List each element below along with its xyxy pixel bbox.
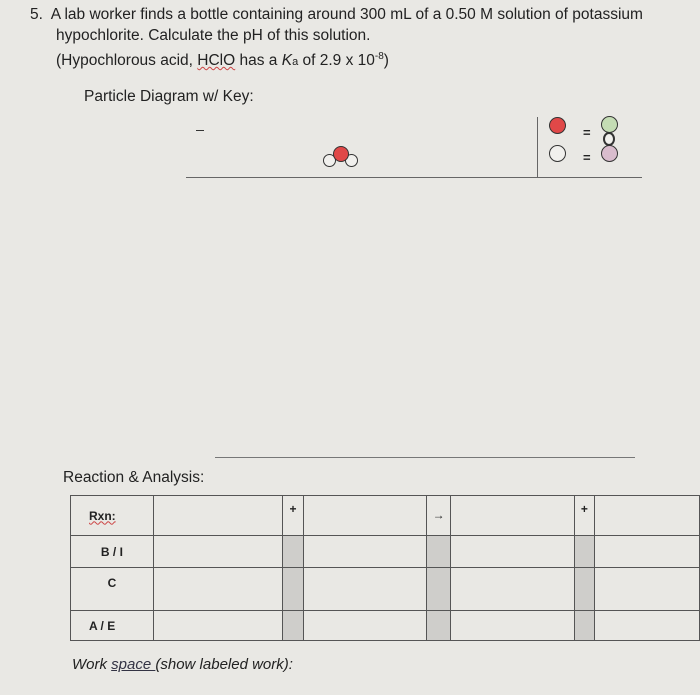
- shaded-cell: [574, 611, 594, 641]
- reaction-heading: Reaction & Analysis:: [63, 469, 205, 486]
- plus-sign: +: [574, 496, 594, 536]
- key-pink-atom-icon: [601, 145, 618, 162]
- shaded-cell: [427, 611, 450, 641]
- table-cell[interactable]: [303, 611, 427, 641]
- shaded-cell: [283, 536, 303, 568]
- text: has a: [235, 52, 282, 70]
- table-cell[interactable]: [153, 568, 283, 611]
- diagram-baseline: [186, 177, 642, 178]
- table-cell[interactable]: [303, 568, 427, 611]
- table-cell[interactable]: [594, 611, 699, 641]
- text: of 2.9 x 10: [298, 52, 375, 70]
- table-cell[interactable]: [450, 496, 574, 536]
- table-row-bi: [71, 536, 700, 568]
- table-cell[interactable]: [153, 496, 283, 536]
- table-row-c: [71, 568, 700, 611]
- table-cell[interactable]: [450, 611, 574, 641]
- work-space-underlined: space: [111, 656, 156, 673]
- formula-hclo: HClO: [197, 52, 236, 70]
- row-label: [71, 496, 154, 536]
- key-red-atom-icon: [549, 117, 566, 134]
- table-cell[interactable]: [303, 496, 427, 536]
- key-link-atom-icon: [603, 132, 615, 146]
- divider-line: [215, 457, 635, 458]
- text: (show labeled work):: [155, 656, 293, 673]
- oxygen-atom-icon: [333, 146, 349, 162]
- plus-sign: +: [283, 496, 303, 536]
- work-space-label: [72, 656, 293, 673]
- particle-diagram-heading: Particle Diagram w/ Key:: [84, 88, 254, 105]
- ka-symbol: K: [281, 52, 293, 70]
- shaded-cell: [427, 568, 450, 611]
- table-cell[interactable]: [594, 536, 699, 568]
- ice-table: [70, 495, 700, 641]
- rxn-label: Rxn:: [89, 508, 116, 523]
- table-cell[interactable]: [303, 536, 427, 568]
- question-line-1: A lab worker finds a bottle containing around 300 mL of a 0.50 M solution of potassium: [50, 6, 643, 23]
- table-cell[interactable]: [450, 536, 574, 568]
- ka-subscript: a: [292, 56, 299, 69]
- arrow-sign: →: [427, 496, 450, 536]
- key-green-atom-icon: [601, 116, 618, 133]
- exponent: -8: [374, 51, 384, 62]
- equals-sign: =: [583, 150, 591, 165]
- shaded-cell: [574, 568, 594, 611]
- row-label: B / I: [71, 536, 154, 568]
- equals-sign: =: [583, 125, 591, 140]
- table-cell[interactable]: [153, 611, 283, 641]
- shaded-cell: [427, 536, 450, 568]
- key-divider: [537, 117, 538, 177]
- question-line-2: hypochlorite. Calculate the pH of this solution.: [56, 27, 371, 44]
- table-cell[interactable]: [594, 496, 699, 536]
- shaded-cell: [574, 536, 594, 568]
- text: Work: [72, 656, 112, 673]
- text: ): [383, 52, 389, 70]
- row-label: C: [71, 568, 154, 611]
- shaded-cell: [283, 568, 303, 611]
- question-number: 5.: [30, 6, 43, 23]
- key-white-atom-icon: [549, 145, 566, 162]
- table-row-rxn: [71, 496, 700, 536]
- shaded-cell: [283, 611, 303, 641]
- table-cell[interactable]: [450, 568, 574, 611]
- table-row-ae: [71, 611, 700, 641]
- text: (Hypochlorous acid,: [56, 52, 198, 70]
- row-label: A / E: [71, 611, 154, 641]
- question-text: [30, 4, 700, 73]
- table-cell[interactable]: [153, 536, 283, 568]
- question-line-3: [30, 46, 700, 73]
- table-cell[interactable]: [594, 568, 699, 611]
- dash-mark: [196, 130, 204, 131]
